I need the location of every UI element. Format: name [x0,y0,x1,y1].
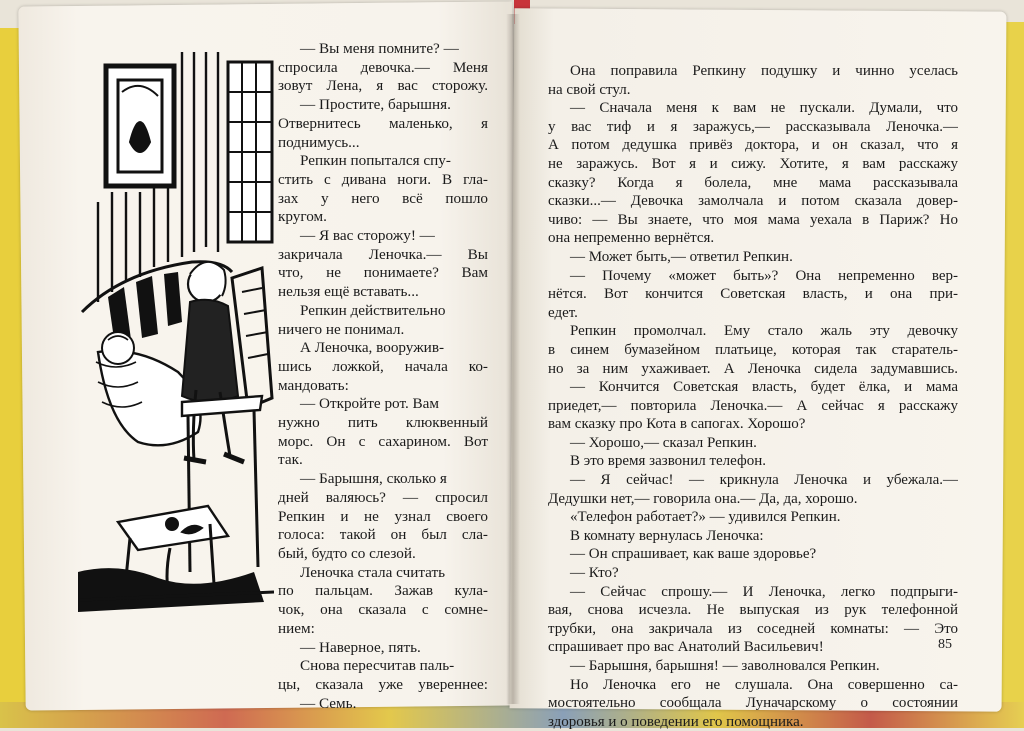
text-line: — Сначала меня к вам не пускали. Думали, что [570,100,958,117]
text-line: Леночка стала считать [300,563,446,581]
text-line: спрашивает про вас Анатолий Васильевич! [548,639,824,656]
text-line: мостоятельно сообщала Луначарскому о состоянии [548,695,958,712]
text-line: Репкин промолчал. Ему стало жаль эту девочку [570,323,958,340]
text-line: в синем бумазейном платьице, которая так старатель- [548,341,958,358]
text-line: — Хорошо,— сказал Репкин. [570,434,757,451]
text-line: так. [278,451,303,469]
text-line: бый, будто со слезой. [278,544,416,562]
text-line: А потом дедушка привёз доктора, и он сказал, что я [548,137,958,154]
text-line: зовут Лена, я вас сторожу. [278,77,488,95]
text-line: — Я сейчас! — крикнула Леночка и убежала.— [570,472,958,489]
text-line: сказки...— Девочка замолчала и потом сказала довер- [548,193,958,210]
text-line: В комнату вернулась Леночка: [570,527,764,544]
text-line: поднимусь... [278,133,360,151]
text-line: вам сказку про Кота в сапогах. Хорошо? [548,416,806,433]
text-line: приедет,— повторила Леночка.— А сейчас я расскажу [548,397,958,414]
text-line: ничего не понимал. [278,320,405,338]
text-line: — Он спрашивает, как ваше здоровье? [570,546,817,563]
illustration [78,52,274,612]
text-line: Репкин действительно [300,301,446,319]
text-line: голоса: такой он был сла- [278,526,488,544]
text-line: Отвернитесь маленько, я [278,114,488,132]
text-line: Но Леночка его не слушала. Она совершенно са- [570,676,958,693]
text-line: здоровья и о поведении его помощника. [548,713,804,730]
text-line: она непременно вернётся. [548,230,715,247]
page-number: 85 [938,637,952,652]
text-line: но за ним ухаживает. А Леночка сидела задумавшись. [548,360,958,377]
text-line: нельзя ещё вставать... [278,283,419,301]
text-line: не заражусь. Вот я и сижу. Хотите, я вам расскажу [548,155,958,172]
text-line: Репкин и не узнал своего [278,507,488,525]
text-line: шись ложкой, начала ко- [278,357,488,375]
text-line: дней валяюсь? — спросил [278,488,488,506]
text-line: сказку? Когда я болела, мне мама рассказывала [548,174,958,191]
text-line: — Наверное, пять. [300,638,421,656]
text-line: — Почему «может быть»? Она непременно вер- [570,267,958,284]
text-line: «Телефон работает?» — удивился Репкин. [570,509,841,526]
text-line: зах у него всё пошло [278,189,488,207]
left-page-text [278,40,488,713]
text-line: — Откройте рот. Вам [300,395,440,413]
book-gutter [506,14,520,704]
text-line: цы, сказала уже увереннее: [278,675,488,693]
text-line: едет. [548,304,578,321]
text-line: — Семь. [300,694,357,712]
text-line: — Простите, барышня. [300,96,451,114]
text-line: — Может быть,— ответил Репкин. [570,248,793,265]
text-line: — Я вас сторожу! — [300,227,435,245]
text-line: А Леночка, вооружив- [300,339,445,357]
text-line: нужно пить клюквенный [278,414,488,432]
text-line: на свой стул. [548,81,631,98]
right-page-text [548,62,958,731]
text-line: стить с дивана ноги. В гла- [278,170,488,188]
text-line: Снова пересчитав паль- [300,657,455,675]
text-line: — Вы меня помните? — [300,40,459,57]
text-line: чок, она сказала с сомне- [278,601,488,619]
text-line: спросила девочка.— Меня [278,58,488,76]
text-line: Репкин попытался спу- [300,152,451,170]
text-line: — Сейчас спрошу.— И Леночка, легко подпрыги- [570,583,958,600]
text-line: морс. Он с сахарином. Вот [278,432,488,450]
text-line: — Барышня, сколько я [300,470,447,488]
text-line: по пальцам. Зажав кула- [278,582,488,600]
text-line: нётся. Вот кончится Советская власть, и она при- [548,286,958,303]
text-line: кругом. [278,208,327,226]
text-line: — Кто? [570,565,619,582]
text-line: — Кончится Советская власть, будет ёлка, и мама [570,379,958,396]
text-line: Она поправила Репкину подушку и чинно уселась [570,63,958,79]
text-line: у вас тиф и я заражусь,— рассказывала Леночка.— [548,118,958,135]
text-line: нием: [278,619,315,637]
text-line: чиво: — Вы знаете, что моя мама уехала в Париж? Но [548,211,958,228]
text-line: что, не понимаете? Вам [278,264,488,282]
text-line: — Барышня, барышня! — заволновался Репкин. [570,658,880,674]
text-line: вая, снова исчезла. Не выпуская из рук телефонной [548,602,958,619]
text-line: мандовать: [278,376,349,394]
text-line: В это время зазвонил телефон. [570,453,766,470]
text-line: закричала Леночка.— Вы [278,245,488,263]
text-line: Дедушки нет,— говорила она.— Да, да, хорошо. [548,490,858,507]
text-line: трубки, она закричала из соседней комнаты: — Это [548,620,958,637]
